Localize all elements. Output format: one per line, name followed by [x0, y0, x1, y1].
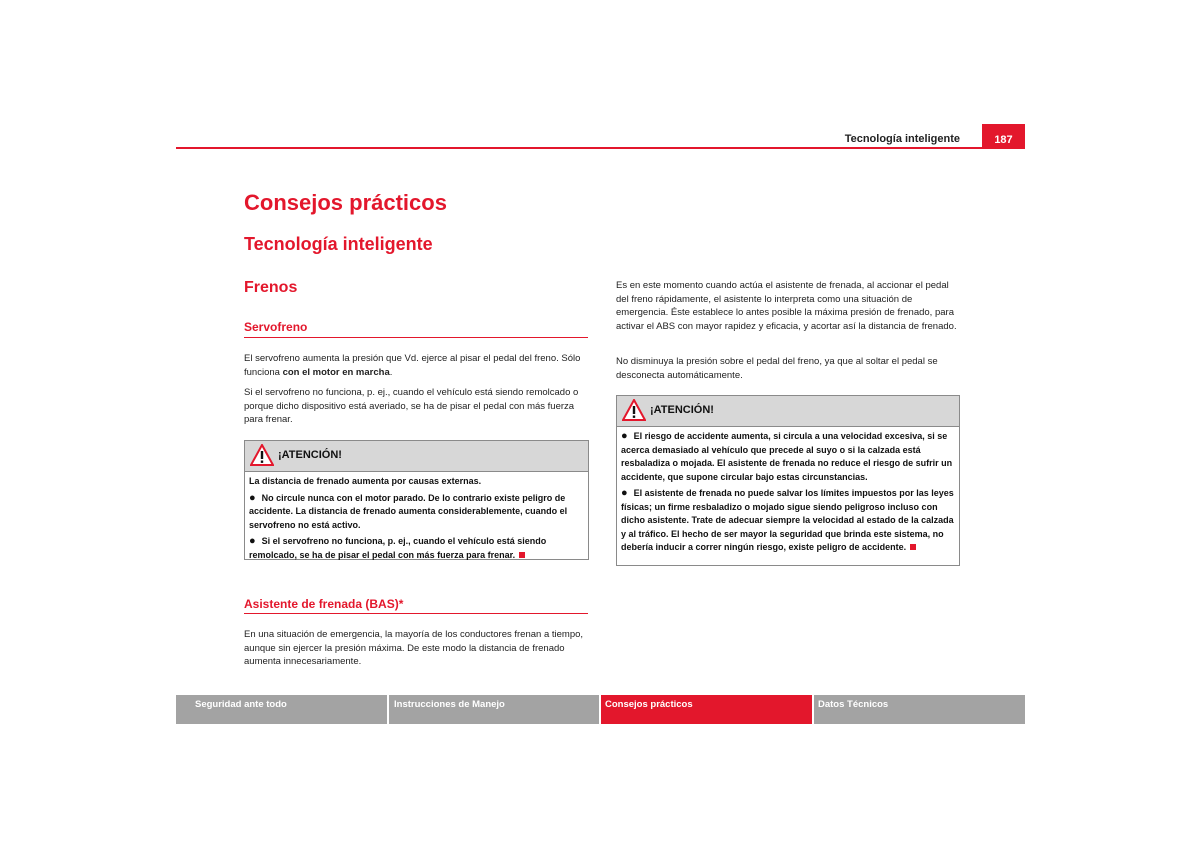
- end-of-section-icon: [910, 544, 916, 550]
- section-title: Tecnología inteligente: [244, 234, 433, 254]
- warning-triangle-icon: [622, 399, 646, 421]
- subsection-title: Frenos: [244, 279, 298, 296]
- warning-triangle-icon: [250, 444, 274, 466]
- end-of-section-icon: [519, 552, 525, 558]
- footer-tab-seguridad[interactable]: Seguridad ante todo: [176, 695, 387, 724]
- running-header-title: Tecnología inteligente: [844, 133, 960, 145]
- warning-box-bas: [616, 395, 960, 566]
- right-paragraph-1: Es en este momento cuando actúa el asistente de frenada, al accionar el pedal del freno rápidamente, el asistente lo interpreta como una situación de emergencia. Éste establece lo antes posible la máxima presión de frenado, para activar el ABS con mayor rapidez y eficacia, y acortar así la distancia de frenado.: [616, 280, 957, 332]
- warning-bullet-text: El asistente de frenada no puede salvar los límites impuestos por las leyes físicas; un firme resbaladizo o mojado sigue siendo peligroso incluso con dicho asistente. Trate de adecuar siempre la velocidad al estado de la calzada y al tráfico. El hecho de ser mayor la seguridad que brinda este sistema, no debería inducir a correr ningún riesgo, existe peligro de accidente.: [621, 488, 954, 552]
- header-rule: [176, 147, 1025, 149]
- footer-tab-instrucciones[interactable]: Instrucciones de Manejo: [389, 695, 599, 724]
- bas-rule: [244, 613, 588, 614]
- right-paragraph-2: No disminuya la presión sobre el pedal del freno, ya que al soltar el pedal se desconecta automáticamente.: [616, 356, 938, 381]
- bullet-icon: ●: [249, 491, 256, 504]
- warning-bullet-item: [249, 535, 584, 562]
- bas-heading: Asistente de frenada (BAS)*: [244, 597, 404, 611]
- warning-bullet-item: [621, 487, 955, 555]
- warning-header: [617, 396, 959, 427]
- warning-box-servofreno: [244, 440, 589, 560]
- warning-title: ¡ATENCIÓN!: [650, 404, 714, 416]
- warning-title: ¡ATENCIÓN!: [278, 449, 342, 461]
- warning-intro: La distancia de frenado aumenta por causas externas.: [249, 476, 482, 486]
- warning-bullet-text: El riesgo de accidente aumenta, si circula a una velocidad excesiva, si se acerca demasiado al vehículo que precede al suyo o si la calzada está resbaladiza o mojada. El asistente de frenada no reduce el riesgo de sufrir un accidente, que supone circular bajo estas circunstancias.: [621, 431, 953, 482]
- servofreno-paragraph-1-end: .: [389, 366, 393, 378]
- footer-tab-datos[interactable]: Datos Técnicos: [814, 695, 1025, 724]
- servofreno-paragraph-1-text: El servofreno aumenta la presión que Vd. ejerce al pisar el pedal del freno. Sólo funciona: [244, 353, 581, 378]
- warning-bullet-text: No circule nunca con el motor parado. De lo contrario existe peligro de accidente. La distancia de frenado aumenta considerablemente, cuando el servofreno no está activo.: [249, 492, 568, 530]
- servofreno-rule: [244, 337, 588, 338]
- bullet-icon: ●: [621, 430, 628, 442]
- servofreno-paragraph-1-bold: con el motor en marcha: [282, 366, 390, 378]
- warning-bullet-text: Si el servofreno no funciona, p. ej., cuando el vehículo está siendo remolcado, se ha de pisar el pedal con más fuerza para frenar.: [249, 536, 547, 560]
- warning-bullet-item: [249, 492, 584, 533]
- warning-body: [245, 472, 588, 567]
- servofreno-paragraph-2: Si el servofreno no funciona, p. ej., cuando el vehículo está siendo remolcado o porque dicho dispositivo está averiado, se ha de pisar el pedal con más fuerza para frenar.: [244, 387, 579, 426]
- bullet-icon: ●: [249, 535, 256, 547]
- page-number: 187: [982, 124, 1025, 148]
- servofreno-paragraph-1: [244, 352, 589, 379]
- footer-tab-consejos[interactable]: Consejos prácticos: [601, 695, 812, 724]
- warning-body: [617, 427, 959, 560]
- chapter-title: Consejos prácticos: [244, 190, 447, 215]
- warning-bullet-item: [621, 430, 955, 484]
- servofreno-heading: Servofreno: [244, 320, 308, 334]
- warning-header: [245, 441, 588, 472]
- bullet-icon: ●: [621, 487, 628, 499]
- bas-paragraph-1: En una situación de emergencia, la mayoría de los conductores frenan a tiempo, aunque sin ejercer la presión máxima. De este modo la distancia de frenado aumenta innecesariamente.: [244, 629, 584, 668]
